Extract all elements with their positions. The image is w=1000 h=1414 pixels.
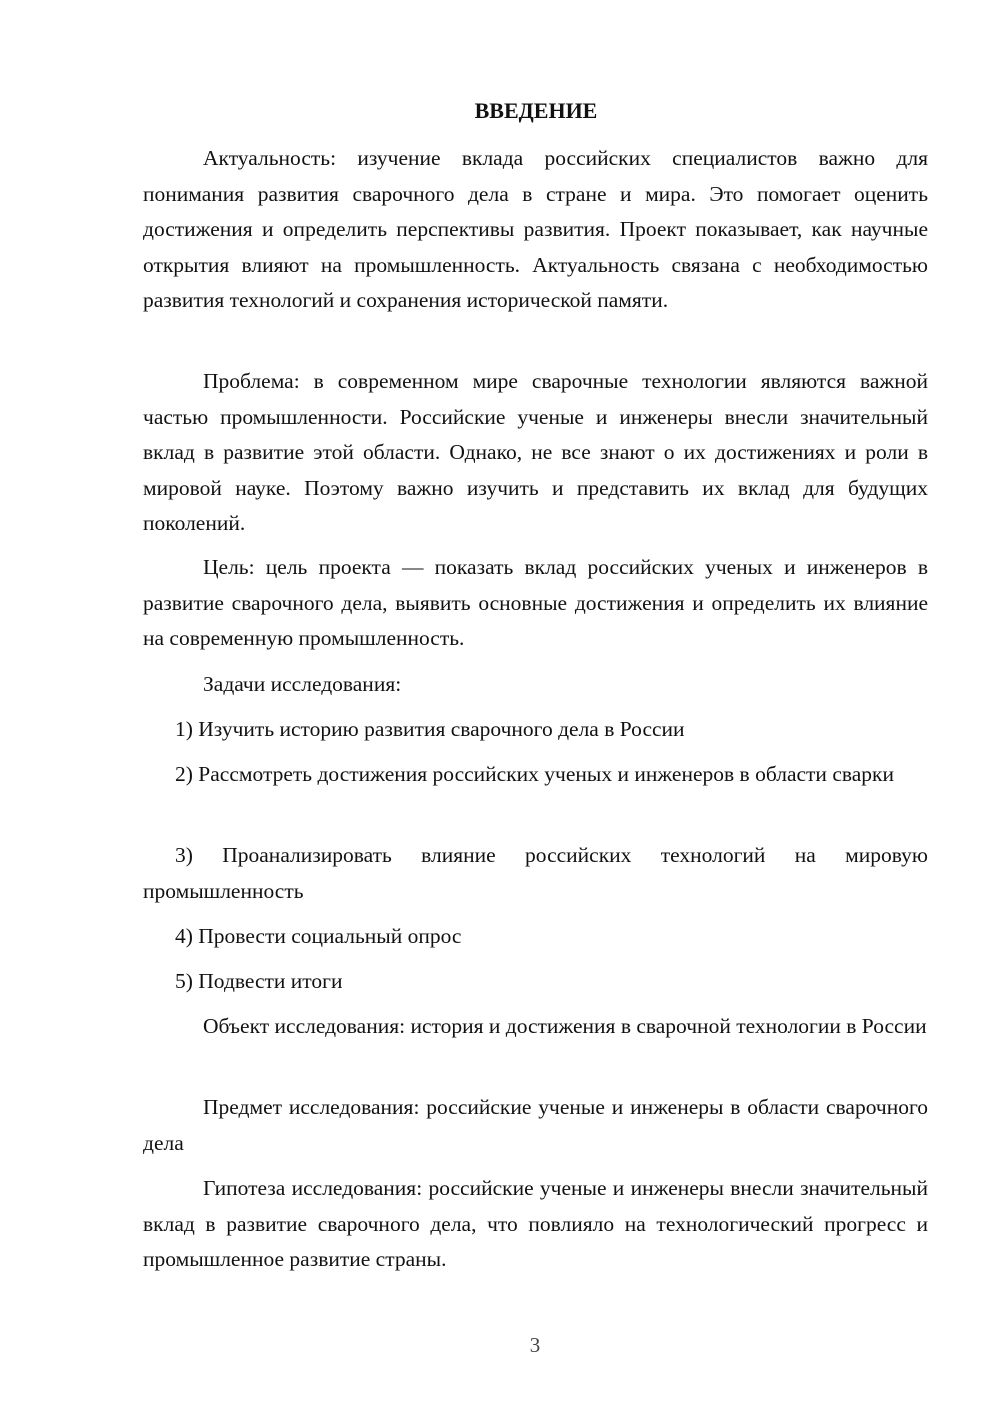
tasks-intro: Задачи исследования: (203, 672, 402, 696)
page-number: 3 (529, 1333, 541, 1357)
paragraph-relevance: Актуальность: изучение вклада российских специалистов важно для понимания развития сварочного дела в стране и мира. Это помогает оценить достижения и определить перспективы развития. Проект показывает, как научные открытия влияют на промышленность. Актуальность связана с необходимостью развития технологий и сохранения исторической памяти. (143, 146, 928, 312)
list-item: 4) Провести социальный опрос (175, 924, 462, 948)
paragraph-goal: Цель: цель проекта — показать вклад российских ученых и инженеров в развитие сварочного дела, выявить основные достижения и определить их влияние на современную промышленность. (143, 555, 928, 650)
paragraph-problem: Проблема: в современном мире сварочные технологии являются важной частью промышленности. Российские ученые и инженеры внесли значительный вклад в развитие этой области. Однако, не все знают о их достижениях и роли в мировой науке. Поэтому важно изучить и представить их вклад для будущих поколений. (143, 369, 928, 535)
list-item: 2) Рассмотреть достижения российских ученых и инженеров в области сварки (175, 762, 894, 786)
list-item: 5) Подвести итоги (175, 969, 343, 993)
paragraph-object: Объект исследования: история и достижения в сварочной технологии в России (203, 1014, 927, 1038)
page-title: ВВЕДЕНИЕ (474, 98, 598, 123)
list-item: 1) Изучить историю развития сварочного дела в России (175, 717, 685, 741)
list-item: 3) Проанализировать влияние российских технологий на мировую промышленность (143, 843, 928, 903)
paragraph-hypothesis: Гипотеза исследования: российские ученые и инженеры внесли значительный вклад в развитие сварочного дела, что повлияло на технологический прогресс и промышленное развитие страны. (143, 1176, 928, 1271)
paragraph-subject: Предмет исследования: российские ученые и инженеры в области сварочного дела (143, 1095, 928, 1155)
